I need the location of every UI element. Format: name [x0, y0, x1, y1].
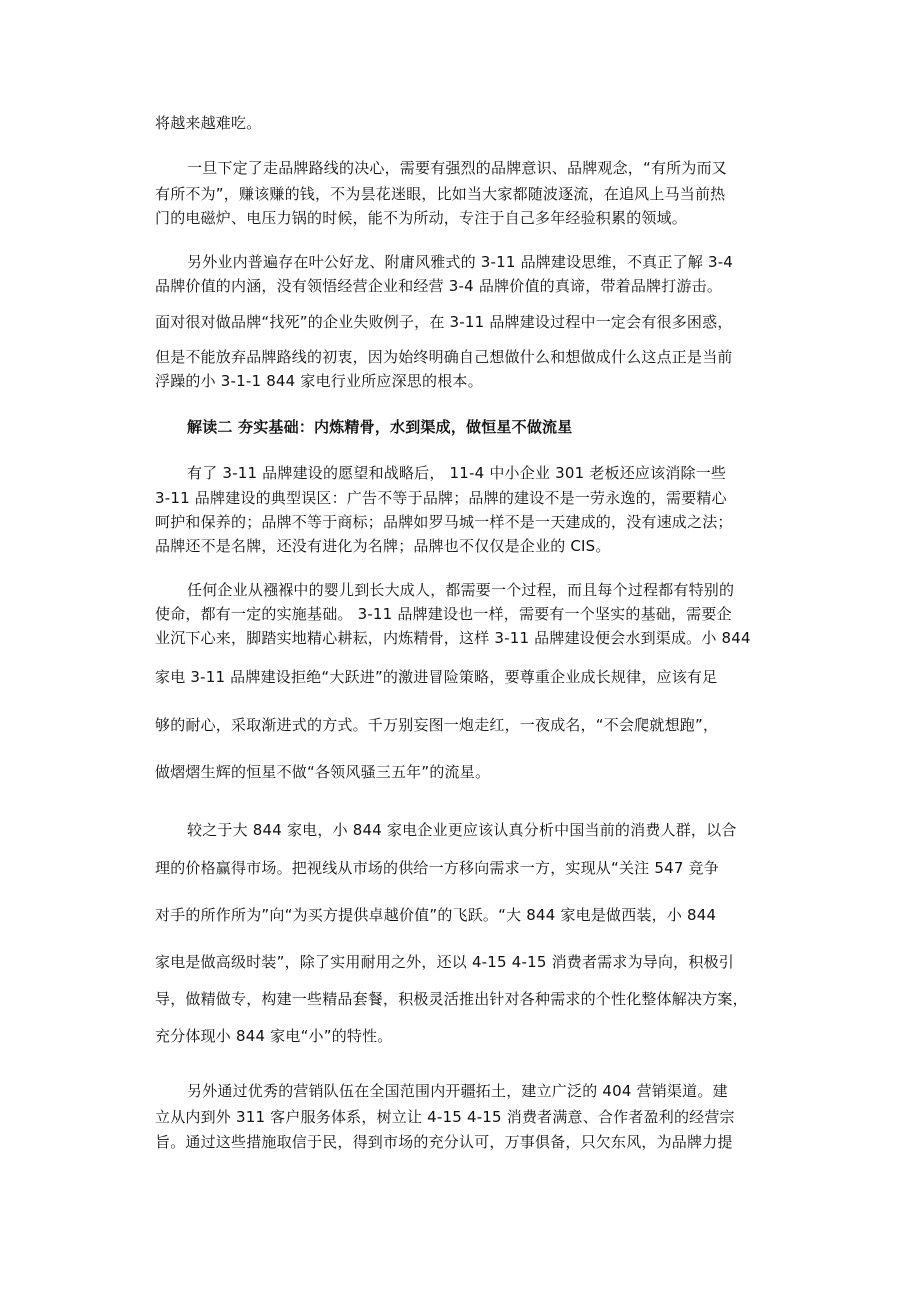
paragraph-first-line: 另外通过优秀的营销队伍在全国范围内开疆拓土，建立广泛的 404 营销渠道。建 [187, 1082, 728, 1100]
paragraph-first-line: 有了 3-11 品牌建设的愿望和战略后， 11-4 中小企业 301 老板还应该消除一些 [187, 464, 727, 482]
paragraph-first-line: 一旦下定了走品牌路线的决心，需要有强烈的品牌意识、品牌观念，“有所为而又 [187, 159, 727, 177]
text-line: 业沉下心来，脚踏实地精心耕耘，内炼精骨，这样 3-11 品牌建设便会水到渠成。小 844 [155, 629, 751, 647]
text-line: 旨。通过这些措施取信于民，得到市场的充分认可，万事俱备，只欠东风，为品牌力提 [155, 1133, 733, 1151]
text-line: 充分体现小 844 家电“小”的特性。 [155, 1027, 393, 1045]
text-line: 做熠熠生辉的恒星不做“各领风骚三五年”的流星。 [155, 763, 491, 781]
text-line: 品牌价值的内涵，没有领悟经营企业和经营 3-4 品牌价值的真谛，带着品牌打游击。 [155, 277, 723, 295]
text-line: 立从内到外 311 客户服务体系，树立让 4-15 4-15 消费者满意、合作者盈利的经营宗 [155, 1108, 735, 1126]
section-heading: 解读二 夯实基础：内炼精骨，水到渠成，做恒星不做流星 [187, 418, 573, 436]
text-line: 理的价格赢得市场。把视线从市场的供给一方移向需求一方，实现从“关注 547 竞争 [155, 859, 719, 877]
text-line: 有所不为”，赚该赚的钱，不为昙花迷眼，比如当大家都随波逐流，在追风上马当前热 [155, 185, 726, 203]
text-line: 呵护和保养的；品牌不等于商标；品牌如罗马城一样不是一天建成的，没有速成之法； [155, 513, 733, 531]
text-line: 导，做精做专，构建一些精品套餐，积极灵活推出针对各种需求的个性化整体解决方案， [155, 990, 748, 1008]
paragraph-first-line: 较之于大 844 家电，小 844 家电企业更应该认真分析中国当前的消费人群，以合 [187, 821, 737, 839]
paragraph-first-line: 另外业内普遍存在叶公好龙、附庸风雅式的 3-11 品牌建设思维，不真正了解 3-4 [187, 253, 734, 271]
text-line: 将越来越难吃。 [155, 114, 262, 132]
text-line: 品牌还不是名牌，还没有进化为名牌；品牌也不仅仅是企业的 CIS。 [155, 537, 611, 555]
text-line: 够的耐心，采取渐进式的方式。千万别妄图一炮走红，一夜成名，“不会爬就想跑”， [155, 716, 719, 734]
text-line: 浮躁的小 3-1-1 844 家电行业所应深思的根本。 [155, 372, 483, 390]
paragraph-first-line: 任何企业从襁褓中的婴儿到长大成人，都需要一个过程，而且每个过程都有特别的 [187, 581, 735, 599]
text-line: 门的电磁炉、电压力锅的时候，能不为所动，专注于自己多年经验积累的领域。 [155, 209, 688, 227]
text-line: 但是不能放弃品牌路线的初衷，因为始终明确自己想做什么和想做成什么这点正是当前 [155, 348, 733, 366]
text-line: 使命，都有一定的实施基础。 3-11 品牌建设也一样，需要有一个坚实的基础，需要企 [155, 605, 732, 623]
text-line: 对手的所作所为”向“为买方提供卓越价值”的飞跃。“大 844 家电是做西装，小 844 [155, 906, 717, 924]
text-line: 家电是做高级时装”，除了实用耐用之外，还以 4-15 4-15 消费者需求为导向，积极引 [155, 953, 734, 971]
text-line: 面对很对做品牌“找死”的企业失败例子，在 3-11 品牌建设过程中一定会有很多困惑， [155, 313, 733, 331]
text-line: 3-11 品牌建设的典型误区：广告不等于品牌；品牌的建设不是一劳永逸的，需要精心 [155, 489, 727, 507]
text-line: 家电 3-11 品牌建设拒绝“大跃进”的激进冒险策略，要尊重企业成长规律，应该有足 [155, 668, 718, 686]
